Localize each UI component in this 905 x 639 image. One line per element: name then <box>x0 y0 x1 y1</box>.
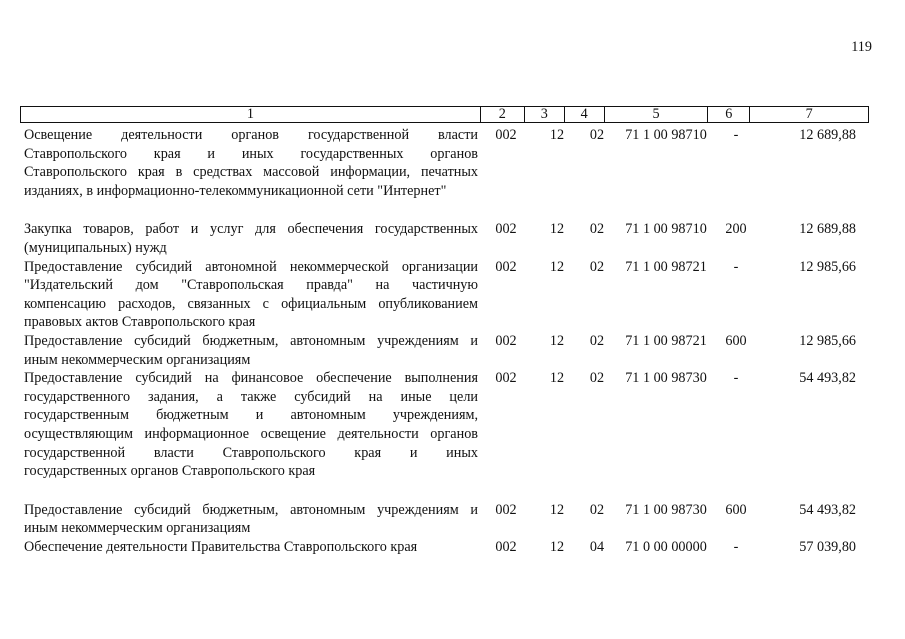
row-description-line: компенсацию расходов, связанных с официальным опубликованием <box>24 295 478 312</box>
row-description <box>24 538 478 557</box>
table-row <box>24 369 869 481</box>
target-article-code: 71 1 00 98721 <box>625 332 707 349</box>
row-description-line: Освещение деятельности органов государственной власти <box>24 127 478 143</box>
table-row <box>24 220 869 257</box>
amount: 54 493,82 <box>799 501 856 518</box>
row-description-line: изданиях, в информационно-телекоммуникационной сети "Интернет" <box>24 182 447 199</box>
row-description-line: правовых актов Ставропольского края <box>24 314 256 331</box>
table-row <box>24 126 869 200</box>
row-description-line: Ставропольского края и иных государственных органов <box>24 145 478 162</box>
row-description-line: "Издательский дом "Ставропольская правда" на частичную <box>24 277 478 294</box>
section-code: 12 <box>549 501 565 518</box>
section-code: 12 <box>549 221 565 238</box>
row-description <box>24 332 478 369</box>
subsection-code: 02 <box>589 258 605 275</box>
amount: 12 689,88 <box>799 221 856 238</box>
section-code: 12 <box>549 538 565 555</box>
row-description-line: Обеспечение деятельности Правительства Ставропольского края <box>24 538 418 555</box>
subsection-code: 02 <box>589 221 605 238</box>
admin-code: 002 <box>495 538 517 555</box>
table-header-row <box>20 106 869 123</box>
header-col-6: 6 <box>708 107 750 122</box>
header-col-5: 5 <box>605 107 709 122</box>
row-description-line: Предоставление субсидий на финансовое обеспечение выполнения <box>24 370 478 387</box>
subsection-code: 02 <box>589 127 605 143</box>
row-description <box>24 220 478 257</box>
row-description-line: Предоставление субсидий автономной некоммерческой организации <box>24 258 478 275</box>
expense-type-code: 600 <box>725 501 747 518</box>
expense-type-code: - <box>733 258 739 275</box>
row-description-line: (муниципальных) нужд <box>24 239 167 256</box>
admin-code: 002 <box>495 370 517 387</box>
expense-type-code: 200 <box>725 221 747 238</box>
row-description-line: иным некоммерческим организациям <box>24 520 251 537</box>
header-col-2: 2 <box>481 107 525 122</box>
row-description-line: государственной власти Ставропольского края и иных <box>24 444 478 461</box>
admin-code: 002 <box>495 332 517 349</box>
header-col-4: 4 <box>565 107 605 122</box>
row-description-line: Закупка товаров, работ и услуг для обеспечения государственных <box>24 221 478 238</box>
row-description-line: осуществляющим информационное освещение деятельности органов <box>24 425 478 442</box>
admin-code: 002 <box>495 258 517 275</box>
amount: 12 985,66 <box>799 258 856 275</box>
subsection-code: 02 <box>589 501 605 518</box>
budget-table-body <box>24 126 869 556</box>
row-description-line: государственным бюджетным и автономным учреждениям, <box>24 407 478 424</box>
target-article-code: 71 1 00 98730 <box>625 370 707 387</box>
target-article-code: 71 0 00 00000 <box>625 538 707 555</box>
row-description-line: государственных органов Ставропольского края <box>24 463 316 480</box>
expense-type-code: - <box>733 127 739 143</box>
row-description-line: Предоставление субсидий бюджетным, автономным учреждениям и <box>24 501 478 518</box>
table-row <box>24 501 869 538</box>
amount: 12 689,88 <box>799 127 856 143</box>
expense-type-code: 600 <box>725 332 747 349</box>
row-description <box>24 126 478 200</box>
target-article-code: 71 1 00 98710 <box>625 221 707 238</box>
target-article-code: 71 1 00 98730 <box>625 501 707 518</box>
table-row <box>24 332 869 369</box>
row-description <box>24 258 478 332</box>
header-col-1: 1 <box>21 107 481 122</box>
row-description-line: государственного задания, а также субсидий на иные цели <box>24 388 478 405</box>
table-row <box>24 258 869 332</box>
target-article-code: 71 1 00 98710 <box>625 127 707 143</box>
row-description-line: Ставропольского края в средствах массовой информации, печатных <box>24 164 478 181</box>
table-row <box>24 538 869 557</box>
amount: 57 039,80 <box>799 538 856 555</box>
row-description <box>24 369 478 481</box>
subsection-code: 02 <box>589 332 605 349</box>
amount: 12 985,66 <box>799 332 856 349</box>
header-col-3: 3 <box>525 107 565 122</box>
amount: 54 493,82 <box>799 370 856 387</box>
admin-code: 002 <box>495 127 517 143</box>
row-description-line: Предоставление субсидий бюджетным, автономным учреждениям и <box>24 332 478 349</box>
section-code: 12 <box>549 127 565 143</box>
header-col-7: 7 <box>805 106 813 122</box>
row-description-line: иным некоммерческим организациям <box>24 351 251 368</box>
section-code: 12 <box>549 258 565 275</box>
subsection-code: 04 <box>589 538 605 555</box>
page-number: 119 <box>851 39 872 55</box>
admin-code: 002 <box>495 221 517 238</box>
section-code: 12 <box>549 332 565 349</box>
expense-type-code: - <box>733 538 739 555</box>
section-code: 12 <box>549 370 565 387</box>
subsection-code: 02 <box>589 370 605 387</box>
admin-code: 002 <box>495 501 517 518</box>
expense-type-code: - <box>733 370 739 387</box>
row-description <box>24 501 478 538</box>
target-article-code: 71 1 00 98721 <box>625 258 707 275</box>
